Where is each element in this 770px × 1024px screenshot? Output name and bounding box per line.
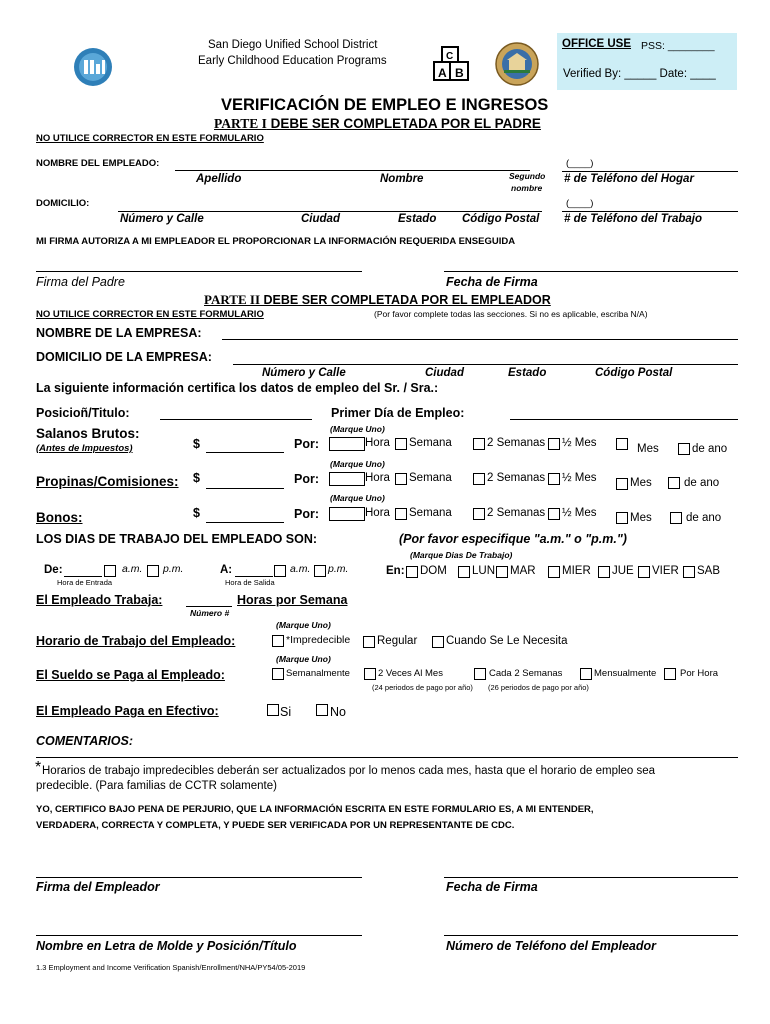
part1-no-corrector: NO UTILICE CORRECTOR EN ESTE FORMULARIO bbox=[36, 133, 264, 144]
periods-26-caption: (26 periodos de pago por año) bbox=[488, 683, 589, 692]
unpredictable-check[interactable] bbox=[272, 635, 284, 647]
employee-works-label: El Empleado Trabaja: bbox=[36, 593, 163, 607]
before-taxes-label: (Antes de Impuestos) bbox=[36, 443, 133, 454]
day-sab-check[interactable] bbox=[683, 566, 695, 578]
employer-signature-field[interactable] bbox=[36, 877, 362, 878]
svg-text:B: B bbox=[455, 66, 464, 80]
part2-title bbox=[204, 292, 551, 308]
tips-2semanas-check[interactable] bbox=[473, 473, 485, 485]
salary-amount-field[interactable] bbox=[206, 452, 284, 453]
tips-semana-label: Semana bbox=[409, 472, 452, 484]
form-code: 1.3 Employment and Income Verification Spanish/Enrollment/NHA/PY54/05-2019 bbox=[36, 963, 306, 972]
state-caption: Estado bbox=[398, 213, 437, 225]
employer-signature-caption: Firma del Empleador bbox=[36, 880, 160, 894]
ampm-instruction: (Por favor especifique "a.m." o "p.m.") bbox=[399, 532, 627, 546]
end-time-caption: Hora de Salida bbox=[225, 578, 275, 587]
weekly-check[interactable] bbox=[272, 668, 284, 680]
day-mar-label: MAR bbox=[510, 565, 536, 577]
day-mar-check[interactable] bbox=[496, 566, 508, 578]
bonus-mes-label: Mes bbox=[630, 512, 652, 524]
day-vier-check[interactable] bbox=[638, 566, 650, 578]
twice-monthly-check[interactable] bbox=[364, 668, 376, 680]
print-name-caption: Nombre en Letra de Molde y Posición/Título bbox=[36, 939, 297, 953]
start-time-caption: Hora de Entrada bbox=[57, 578, 113, 587]
comments-label: COMENTARIOS: bbox=[36, 734, 133, 748]
end-am-label: a.m. bbox=[290, 563, 311, 575]
company-state-caption: Estado bbox=[508, 367, 547, 379]
tips-ano-check[interactable] bbox=[668, 477, 680, 489]
start-am-check[interactable] bbox=[104, 565, 116, 577]
day-vier-label: VIER bbox=[652, 565, 679, 577]
part2-title-b: DEBE SER COMPLETADA POR EL EMPLEADOR bbox=[260, 293, 551, 307]
start-pm-check[interactable] bbox=[147, 565, 159, 577]
pss-field: PSS: ________ bbox=[641, 40, 715, 52]
salary-2semanas-label: 2 Semanas bbox=[487, 437, 546, 449]
tips-mes-label: Mes bbox=[630, 477, 652, 489]
segundo-caption: Segundo bbox=[509, 171, 546, 181]
end-time-field[interactable] bbox=[235, 576, 273, 577]
end-pm-check[interactable] bbox=[314, 565, 326, 577]
tips-semana-check[interactable] bbox=[395, 473, 407, 485]
day-lun-label: LUN bbox=[472, 565, 496, 577]
parent-signature-field[interactable] bbox=[36, 271, 362, 272]
bonus-por: Por: bbox=[294, 507, 319, 521]
work-days-label: LOS DIAS DE TRABAJO DEL EMPLEADO SON: bbox=[36, 532, 318, 546]
twice-monthly-label: 2 Veces Al Mes bbox=[378, 668, 443, 679]
day-dom-check[interactable] bbox=[406, 566, 418, 578]
bonus-amount-field[interactable] bbox=[206, 522, 284, 523]
nombre-caption: Nombre bbox=[380, 173, 424, 185]
authorization-text: MI FIRMA AUTORIZA A MI EMPLEADOR EL PROPORCIONAR LA INFORMACIÓN REQUERIDA ENSEGUIDA bbox=[36, 236, 516, 247]
tips-half-month-label: ½ Mes bbox=[562, 472, 597, 484]
cash-yes-label: Si bbox=[280, 705, 292, 719]
hours-number-field[interactable] bbox=[186, 606, 232, 607]
tips-hora-box[interactable] bbox=[329, 472, 365, 486]
hourly-label: Por Hora bbox=[680, 668, 719, 679]
office-use-label: OFFICE USE bbox=[562, 38, 632, 50]
svg-text:C: C bbox=[446, 51, 454, 62]
part1-title-a: PARTE I bbox=[214, 116, 267, 131]
work-phone-field[interactable] bbox=[562, 211, 738, 212]
page-title: VERIFICACIÓN DE EMPLEO E INGRESOS bbox=[221, 96, 549, 114]
home-phone-caption: # de Teléfono del Hogar bbox=[564, 173, 694, 185]
bonus-dollar: $ bbox=[193, 506, 200, 520]
company-name-field[interactable] bbox=[222, 339, 738, 340]
salary-half-month-label: ½ Mes bbox=[562, 437, 597, 449]
comments-field[interactable] bbox=[36, 757, 738, 758]
tips-2semanas-label: 2 Semanas bbox=[487, 472, 546, 484]
perjury-line-2: VERDADERA, CORRECTA Y COMPLETA, Y PUEDE SER VERIFICADA POR UN REPRESENTANTE DE CDC. bbox=[36, 820, 515, 831]
bonus-half-month-label: ½ Mes bbox=[562, 507, 597, 519]
periods-24-caption: (24 periodos de pago por año) bbox=[372, 683, 473, 692]
regular-label: Regular bbox=[377, 635, 418, 647]
footnote-line-1: Horarios de trabajo impredecibles deberán ser actualizados por lo menos cada mes, hasta que el horario de empleo sea bbox=[42, 765, 656, 777]
part2-title-a: PARTE II bbox=[204, 292, 261, 307]
number-caption: Número # bbox=[190, 608, 230, 618]
tips-half-month-check[interactable] bbox=[548, 473, 560, 485]
day-sab-label: SAB bbox=[697, 565, 721, 577]
regular-check[interactable] bbox=[363, 636, 375, 648]
part1-title-b: DEBE SER COMPLETADA POR EL PADRE bbox=[266, 116, 541, 131]
salary-dollar: $ bbox=[193, 437, 200, 451]
street-caption: Número y Calle bbox=[120, 213, 204, 225]
salary-hora-box[interactable] bbox=[329, 437, 365, 451]
company-city-caption: Ciudad bbox=[425, 367, 464, 379]
salary-mes-label: Mes bbox=[637, 443, 659, 455]
mark-days-label: (Marque Dias De Trabajo) bbox=[410, 550, 513, 560]
to-label: A: bbox=[220, 564, 233, 576]
tips-ano-label: de ano bbox=[684, 477, 720, 489]
paren-work: (____) bbox=[566, 198, 594, 209]
cash-no-label: No bbox=[330, 705, 346, 719]
company-zip-caption: Código Postal bbox=[595, 367, 673, 379]
parent-date-caption: Fecha de Firma bbox=[446, 275, 538, 289]
hours-per-week-label: Horas por Semana bbox=[237, 593, 348, 607]
as-needed-check[interactable] bbox=[432, 636, 444, 648]
bonus-semana-check[interactable] bbox=[395, 508, 407, 520]
salary-mes-check[interactable] bbox=[616, 438, 628, 450]
day-jue-label: JUE bbox=[612, 565, 634, 577]
end-pm-label: p.m. bbox=[328, 563, 349, 575]
start-am-label: a.m. bbox=[122, 563, 143, 575]
tips-mes-check[interactable] bbox=[616, 478, 628, 490]
employee-name-field[interactable] bbox=[175, 170, 530, 171]
bonus-half-month-check[interactable] bbox=[548, 508, 560, 520]
employer-phone-field[interactable] bbox=[444, 935, 738, 936]
paren-home: (____) bbox=[566, 158, 594, 169]
employer-date-caption: Fecha de Firma bbox=[446, 880, 538, 894]
salary-semana-label: Semana bbox=[409, 437, 452, 449]
apellido-caption: Apellido bbox=[196, 173, 242, 185]
city-caption: Ciudad bbox=[301, 213, 340, 225]
tips-hora-label: Hora bbox=[365, 472, 390, 484]
program-name: Early Childhood Education Programs bbox=[198, 55, 387, 67]
seal-icon bbox=[494, 42, 540, 86]
segundo-caption-2: nombre bbox=[511, 183, 543, 193]
blocks-icon bbox=[430, 44, 474, 84]
day-dom-label: DOM bbox=[420, 565, 447, 577]
district-name: San Diego Unified School District bbox=[208, 39, 378, 51]
salary-ano-label: de ano bbox=[692, 443, 728, 455]
marque-uno-5: (Marque Uno) bbox=[276, 654, 331, 664]
cash-yes-check[interactable] bbox=[267, 704, 279, 716]
company-address-field[interactable] bbox=[233, 364, 738, 365]
biweekly-label: Cada 2 Semanas bbox=[489, 668, 563, 679]
hourly-check[interactable] bbox=[664, 668, 676, 680]
bonus-semana-label: Semana bbox=[409, 507, 452, 519]
schedule-label: Horario de Trabajo del Empleado: bbox=[36, 634, 236, 648]
tips-por: Por: bbox=[294, 472, 319, 486]
marque-uno-3: (Marque Uno) bbox=[330, 493, 385, 503]
company-address-label: DOMICILIO DE LA EMPRESA: bbox=[36, 350, 212, 364]
day-jue-check[interactable] bbox=[598, 566, 610, 578]
day-mier-check[interactable] bbox=[548, 566, 560, 578]
perjury-line-1: YO, CERTIFICO BAJO PENA DE PERJURIO, QUE LA INFORMACIÓN ESCRITA EN ESTE FORMULARIO ES, A MI ENTENDER, bbox=[36, 804, 594, 815]
cash-no-check[interactable] bbox=[316, 704, 328, 716]
marque-uno-2: (Marque Uno) bbox=[330, 459, 385, 469]
salary-hora-label: Hora bbox=[365, 437, 390, 449]
unpredictable-label: *Impredecible bbox=[286, 634, 351, 646]
tips-amount-field[interactable] bbox=[206, 488, 284, 489]
first-day-field[interactable] bbox=[510, 419, 738, 420]
district-logo bbox=[72, 47, 114, 87]
start-time-field[interactable] bbox=[64, 576, 102, 577]
on-days-label: En: bbox=[386, 565, 405, 577]
parent-signature-caption: Firma del Padre bbox=[36, 275, 125, 289]
position-label: Posicioñ/Titulo: bbox=[36, 406, 130, 420]
zip-caption: Código Postal bbox=[462, 213, 540, 225]
weekly-label: Semanalmente bbox=[286, 668, 350, 679]
footnote-asterisk: * bbox=[35, 759, 42, 776]
salary-2semanas-check[interactable] bbox=[473, 438, 485, 450]
parent-date-field[interactable] bbox=[444, 271, 738, 272]
work-phone-caption: # de Teléfono del Trabajo bbox=[564, 213, 703, 225]
marque-uno-1: (Marque Uno) bbox=[330, 424, 385, 434]
salary-ano-check[interactable] bbox=[678, 443, 690, 455]
monthly-label: Mensualmente bbox=[594, 668, 657, 679]
day-lun-check[interactable] bbox=[458, 566, 470, 578]
cash-pay-label: El Empleado Paga en Efectivo: bbox=[36, 704, 219, 718]
bonus-ano-check[interactable] bbox=[670, 512, 682, 524]
company-street-caption: Número y Calle bbox=[262, 367, 346, 379]
certifica-text: La siguiente información certifica los datos de empleo del Sr. / Sra.: bbox=[36, 381, 439, 395]
salary-por: Por: bbox=[294, 437, 319, 451]
employee-name-label: NOMBRE DEL EMPLEADO: bbox=[36, 158, 160, 169]
salary-semana-check[interactable] bbox=[395, 438, 407, 450]
first-day-label: Primer Día de Empleo: bbox=[331, 406, 465, 420]
salary-half-month-check[interactable] bbox=[548, 438, 560, 450]
verified-by-field: Verified By: _____ Date: ____ bbox=[563, 68, 716, 80]
day-mier-label: MIER bbox=[562, 565, 591, 577]
domicilio-field[interactable] bbox=[118, 211, 542, 212]
end-am-check[interactable] bbox=[274, 565, 286, 577]
bonus-2semanas-label: 2 Semanas bbox=[487, 507, 546, 519]
bonus-2semanas-check[interactable] bbox=[473, 508, 485, 520]
company-name-label: NOMBRE DE LA EMPRESA: bbox=[36, 326, 202, 340]
position-field[interactable] bbox=[160, 419, 312, 420]
bonus-hora-label: Hora bbox=[365, 507, 390, 519]
part2-no-corrector: NO UTILICE CORRECTOR EN ESTE FORMULARIO bbox=[36, 309, 264, 320]
tips-dollar: $ bbox=[193, 471, 200, 485]
bonus-hora-box[interactable] bbox=[329, 507, 365, 521]
bonus-label: Bonos: bbox=[36, 510, 83, 525]
bonus-ano-label: de ano bbox=[686, 512, 722, 524]
print-name-field[interactable] bbox=[36, 935, 362, 936]
bonus-mes-check[interactable] bbox=[616, 512, 628, 524]
part2-instructions: (Por favor complete todas las secciones. Si no es aplicable, escriba N/A) bbox=[374, 309, 648, 319]
biweekly-check[interactable] bbox=[474, 668, 486, 680]
employer-phone-caption: Número de Teléfono del Empleador bbox=[446, 939, 656, 953]
gross-salary-label: Salanos Brutos: bbox=[36, 426, 140, 441]
start-pm-label: p.m. bbox=[163, 563, 184, 575]
home-phone-field[interactable] bbox=[562, 171, 738, 172]
domicilio-label: DOMICILIO: bbox=[36, 198, 90, 209]
from-label: De: bbox=[44, 564, 63, 576]
tips-label: Propinas/Comisiones: bbox=[36, 474, 179, 489]
footnote-line-2: predecible. (Para familias de CCTR solamente) bbox=[36, 780, 277, 792]
svg-text:A: A bbox=[438, 66, 447, 80]
monthly-check[interactable] bbox=[580, 668, 592, 680]
employer-date-field[interactable] bbox=[444, 877, 738, 878]
part1-title bbox=[214, 116, 541, 132]
pay-frequency-label: El Sueldo se Paga al Empleado: bbox=[36, 668, 225, 682]
marque-uno-4: (Marque Uno) bbox=[276, 620, 331, 630]
as-needed-label: Cuando Se Le Necesita bbox=[446, 635, 568, 647]
